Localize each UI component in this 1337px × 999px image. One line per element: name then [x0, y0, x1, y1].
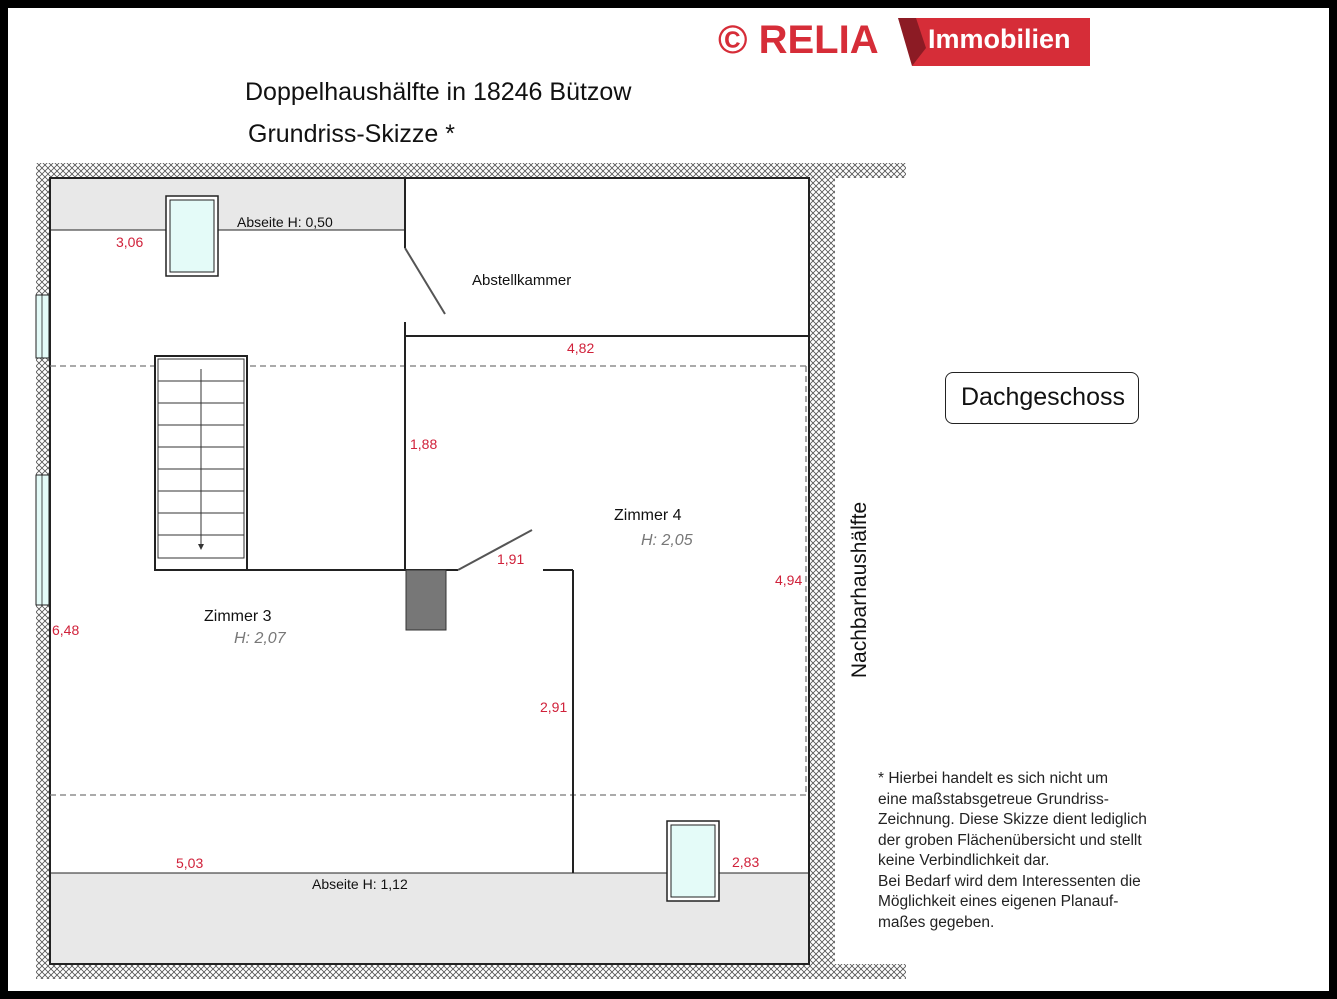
zimmer4-label: Zimmer 4	[614, 507, 682, 524]
dimension-label: 1,91	[497, 551, 525, 567]
logo-brand-text: © RELIA	[718, 18, 879, 62]
dimension-label: 3,06	[116, 234, 144, 250]
roof-window-bottom	[667, 821, 719, 901]
dimension-label: 4,94	[775, 572, 803, 588]
zimmer4-height: H: 2,05	[641, 532, 693, 549]
dimension-label: 2,83	[732, 854, 760, 870]
dimension-label: 2,91	[540, 699, 568, 715]
plan-title: Doppelhaushälfte in 18246 Bützow	[245, 78, 632, 106]
dimension-label: 4,82	[567, 340, 595, 356]
dimension-label: 5,03	[176, 855, 204, 871]
note-line: * Hierbei handelt es sich nicht um	[878, 770, 1109, 787]
note-line: keine Verbindlichkeit dar.	[878, 852, 1050, 869]
abseite-top-area	[50, 178, 405, 230]
floor-badge-label: Dachgeschoss	[961, 383, 1125, 411]
dimension-label: 6,48	[52, 622, 80, 638]
abstellkammer-label: Abstellkammer	[472, 272, 572, 289]
note-line: der groben Flächenübersicht und stellt	[878, 831, 1142, 849]
wall-window-lower	[36, 475, 49, 605]
roof-window-top	[166, 196, 218, 276]
staircase	[155, 356, 247, 570]
floor-badge	[945, 372, 1139, 424]
logo-suffix-text: Immobilien	[928, 24, 1071, 54]
chimney	[406, 570, 446, 630]
zimmer3-height: H: 2,07	[234, 630, 286, 647]
note-line: Möglichkeit eines eigenen Planauf-	[878, 893, 1119, 910]
abseite-bottom-label: Abseite H: 1,12	[312, 876, 408, 892]
door-abstellkammer	[405, 248, 445, 314]
dimension-label: 1,88	[410, 436, 438, 452]
note-line: eine maßstabsgetreue Grundriss-	[878, 790, 1109, 808]
relia-logo	[718, 18, 1090, 68]
neighbor-house-label: Nachbarhaushälfte	[848, 501, 871, 679]
zimmer3-label: Zimmer 3	[204, 608, 272, 625]
abseite-top-label: Abseite H: 0,50	[237, 214, 333, 230]
note-line: Zeichnung. Diese Skizze dient lediglich	[878, 811, 1147, 828]
wall-bottom-hatch	[36, 964, 906, 979]
note-line: maßes gegeben.	[878, 913, 995, 931]
wall-window-upper	[36, 295, 49, 358]
disclaimer-note	[878, 769, 1208, 933]
plan-subtitle: Grundriss-Skizze *	[248, 120, 455, 148]
wall-top-hatch	[36, 163, 906, 178]
note-line: Bei Bedarf wird dem Interessenten die	[878, 872, 1141, 890]
wall-right-hatch	[809, 178, 835, 964]
